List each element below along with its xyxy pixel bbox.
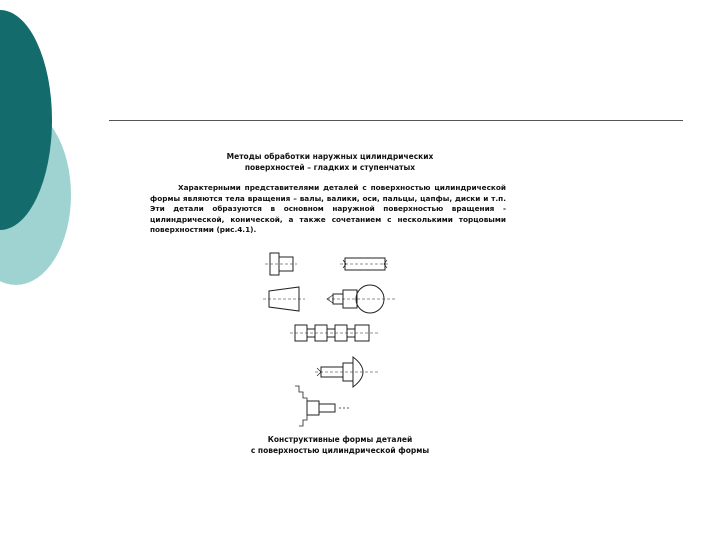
part-multistep-shaft xyxy=(290,325,380,341)
parts-figure xyxy=(255,245,415,430)
figure-caption-line2: с поверхностью цилиндрической формы xyxy=(250,446,430,455)
part-ball-shaft xyxy=(327,285,397,313)
part-plain-shaft xyxy=(340,258,390,270)
document-title xyxy=(150,151,510,173)
part-stepped-pin xyxy=(265,253,297,275)
document-title-line1: Методы обработки наружных цилиндрических xyxy=(226,152,434,161)
part-flanged xyxy=(315,357,380,387)
document-paragraph: Характерными представителями деталей с поверхностью цилиндрической формы являются тела вращения – валы, валики, оси, пальцы, цапфы, диски и т.п. Эти детали образуются в основном наружной поверхностью вращения - цилиндрической, конической, а также сочетанием с несколькими торцовыми поверхностями (рис.4.1). xyxy=(150,183,506,234)
slide-decoration xyxy=(0,0,80,300)
figure-caption xyxy=(220,434,460,456)
title-divider xyxy=(109,120,683,121)
part-chuck xyxy=(295,386,351,426)
document-title-line2: поверхностей – гладких и ступенчатых xyxy=(244,163,416,172)
figure-caption-line1: Конструктивные формы деталей xyxy=(267,435,413,444)
part-cone xyxy=(263,287,305,311)
